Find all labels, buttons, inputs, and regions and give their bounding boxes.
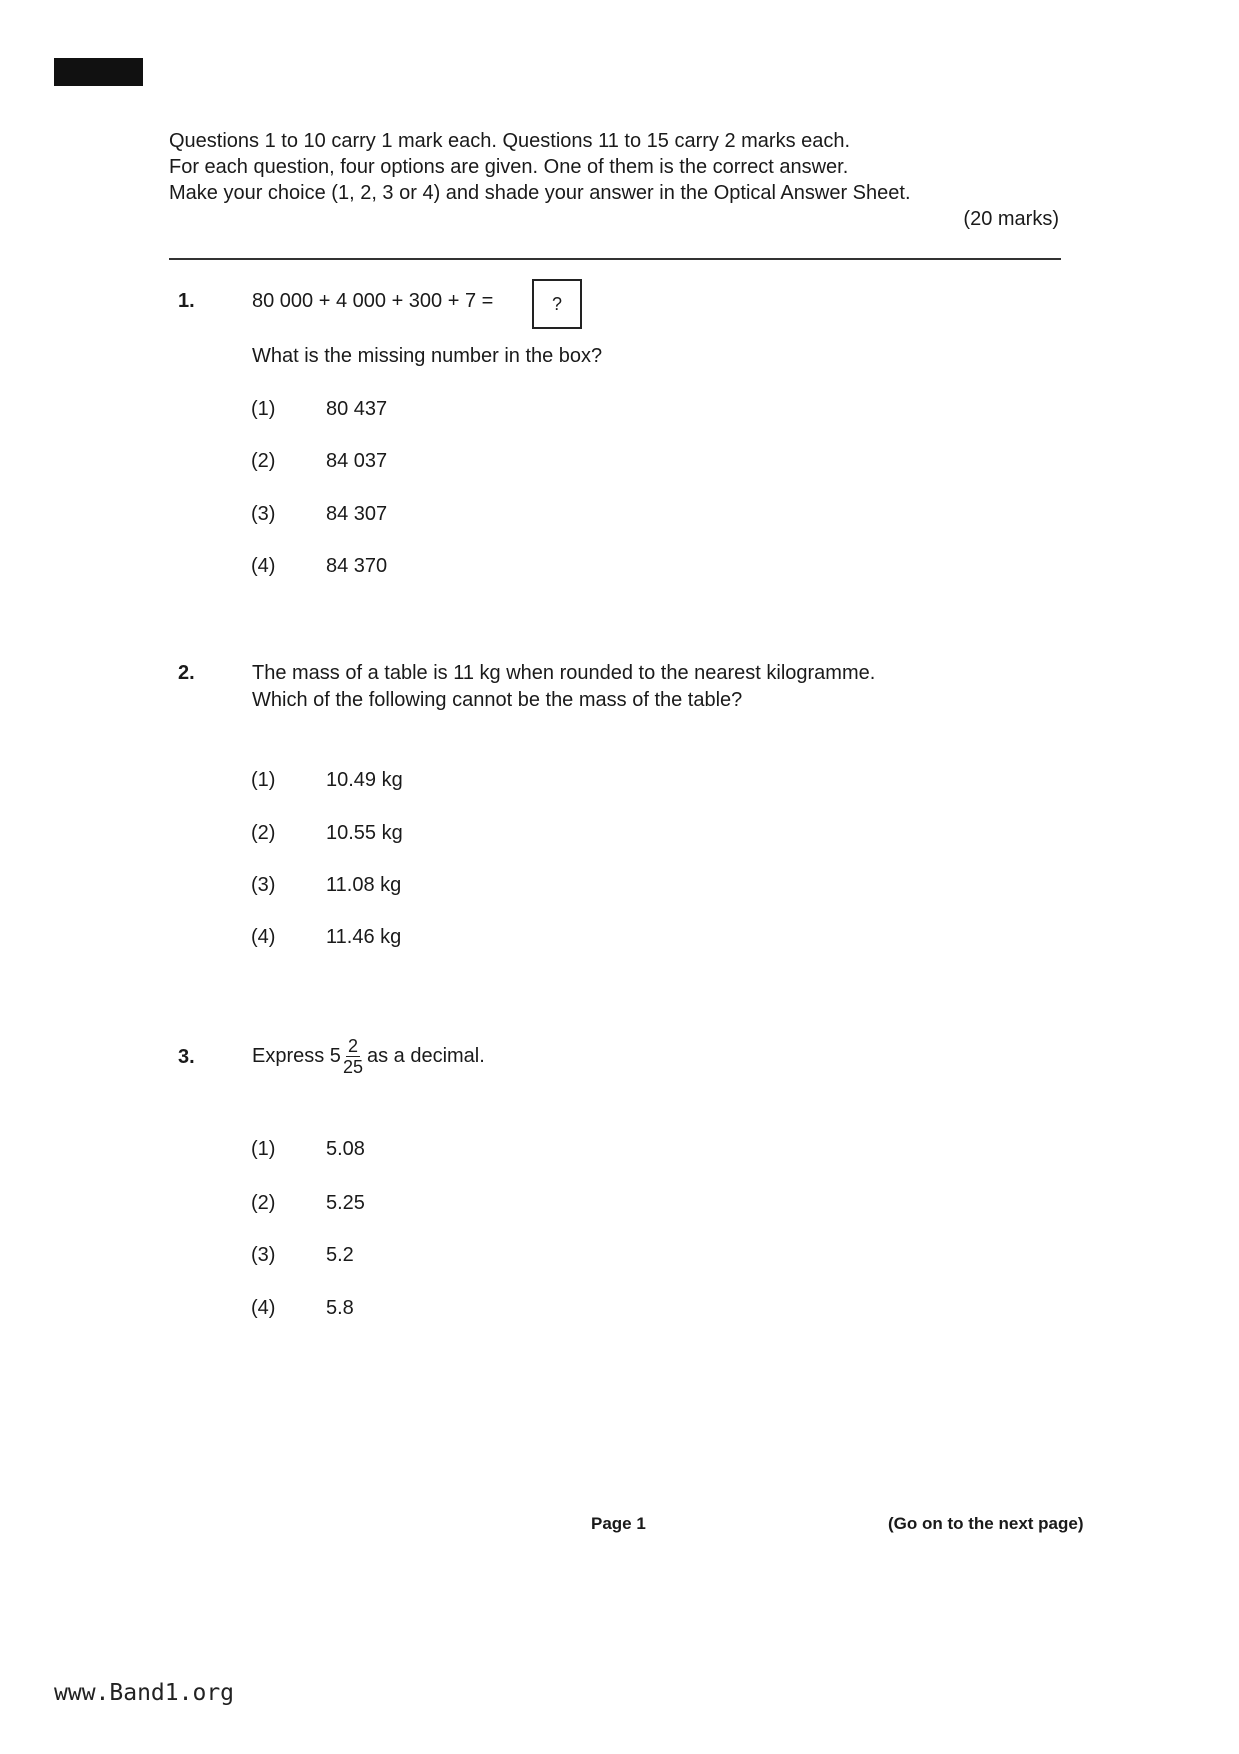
option-label: (1) (251, 1138, 276, 1160)
option-value: 5.8 (326, 1297, 354, 1319)
question-text-post: as a decimal. (366, 1045, 485, 1067)
option-label: (4) (251, 555, 276, 577)
watermark-url: www.Band1.org (54, 1680, 235, 1706)
denominator: 25 (342, 1057, 363, 1078)
redacted-block (54, 58, 143, 86)
total-marks: (20 marks) (963, 208, 1059, 230)
option-value: 11.08 kg (326, 874, 402, 896)
instruction-line-3: Make your choice (1, 2, 3 or 4) and shade your answer in the Optical Answer Sheet. (169, 182, 911, 204)
question-number: 1. (178, 290, 195, 312)
option-label: (1) (251, 769, 276, 791)
option-value: 84 307 (326, 503, 388, 525)
option-label: (4) (251, 926, 276, 948)
answer-box: ? (532, 279, 582, 329)
option-label: (4) (251, 1297, 276, 1319)
fraction (343, 1037, 363, 1076)
option-value: 80 437 (326, 398, 388, 420)
question-equation: 80 000 + 4 000 + 300 + 7 = (252, 290, 494, 312)
option-label: (3) (251, 1244, 276, 1266)
option-value: 11.46 kg (326, 926, 402, 948)
question-prompt: What is the missing number in the box? (252, 345, 603, 367)
option-value: 84 037 (326, 450, 388, 472)
instruction-line-2: For each question, four options are given. One of them is the correct answer. (169, 156, 849, 178)
option-label: (2) (251, 450, 276, 472)
option-label: (3) (251, 874, 276, 896)
page-number: Page 1 (591, 1514, 646, 1533)
divider (169, 258, 1061, 260)
instruction-line-1: Questions 1 to 10 carry 1 mark each. Questions 11 to 15 carry 2 marks each. (169, 130, 851, 152)
numerator: 2 (347, 1036, 358, 1057)
option-label: (3) (251, 503, 276, 525)
option-value: 5.2 (326, 1244, 354, 1266)
option-value: 5.08 (326, 1138, 365, 1160)
question-number: 2. (178, 662, 195, 684)
question-number: 3. (178, 1046, 195, 1068)
option-label: (2) (251, 822, 276, 844)
option-value: 84 370 (326, 555, 388, 577)
next-page-note: (Go on to the next page) (888, 1514, 1084, 1533)
question-text-line-2: Which of the following cannot be the mass of the table? (252, 689, 743, 711)
question-text (252, 1036, 485, 1076)
option-value: 10.55 kg (326, 822, 403, 844)
option-value: 10.49 kg (326, 769, 403, 791)
option-label: (2) (251, 1192, 276, 1214)
question-text-line-1: The mass of a table is 11 kg when rounded to the nearest kilogramme. (252, 662, 876, 684)
option-value: 5.25 (326, 1192, 365, 1214)
option-label: (1) (251, 398, 276, 420)
question-text-pre: Express 5 (252, 1045, 341, 1067)
